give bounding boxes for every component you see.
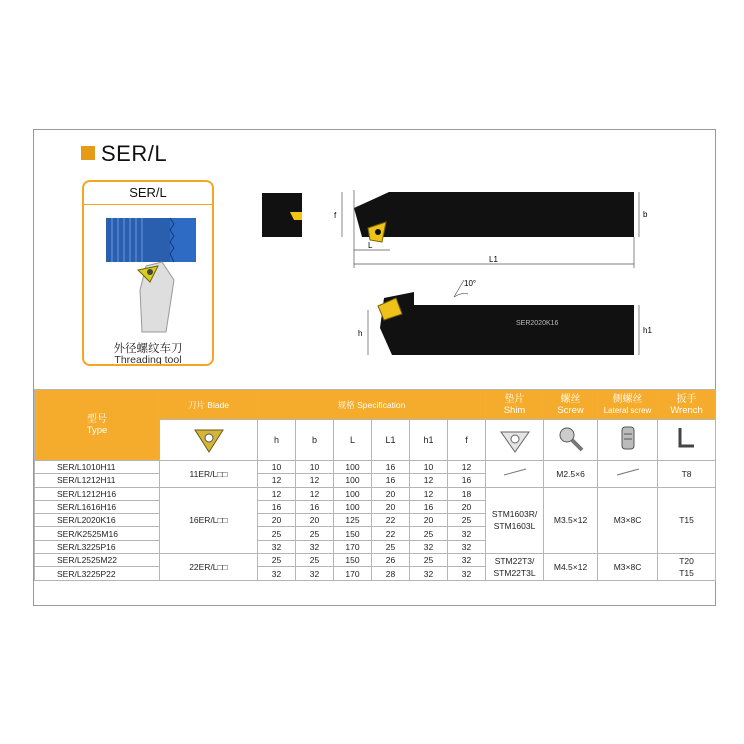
blade-image: [160, 420, 258, 461]
spec-cell-b: 10: [296, 461, 334, 474]
col-f: f: [448, 420, 486, 461]
spec-cell-f: 20: [448, 500, 486, 513]
spec-cell-h1: 12: [410, 474, 448, 487]
spec-cell-l1: 16: [372, 474, 410, 487]
spec-cell-f: 16: [448, 474, 486, 487]
catalog-panel: [33, 129, 716, 606]
spec-cell-h1: 20: [410, 514, 448, 527]
spec-cell-l: 150: [334, 554, 372, 567]
type-cell: SER/L2020K16: [35, 514, 160, 527]
spec-cell-l1: 22: [372, 527, 410, 540]
spec-header: 规格 Specification: [258, 390, 486, 420]
spec-cell-h: 32: [258, 540, 296, 553]
wrench-cell: T15: [658, 487, 716, 553]
type-cell: SER/L1010H11: [35, 461, 160, 474]
spec-cell-l1: 25: [372, 540, 410, 553]
spec-cell-h1: 32: [410, 540, 448, 553]
spec-cell-h1: 25: [410, 527, 448, 540]
spec-cell-b: 32: [296, 567, 334, 580]
wrench-image: [658, 420, 716, 461]
spec-table: [34, 389, 716, 581]
spec-cell-l1: 20: [372, 500, 410, 513]
spec-cell-b: 20: [296, 514, 334, 527]
bar-marking: SER2020K16: [516, 320, 559, 327]
spec-cell-l1: 28: [372, 567, 410, 580]
spec-cell-l: 150: [334, 527, 372, 540]
type-cell: SER/L1212H16: [35, 487, 160, 500]
col-L: L: [334, 420, 372, 461]
type-cell: SER/L1212H11: [35, 474, 160, 487]
spec-cell-h1: 10: [410, 461, 448, 474]
col-h: h: [258, 420, 296, 461]
spec-cell-h: 32: [258, 567, 296, 580]
angle-label: 10°: [464, 279, 477, 288]
orange-square-icon: [81, 146, 95, 160]
spec-cell-h: 25: [258, 554, 296, 567]
spec-cell-b: 12: [296, 487, 334, 500]
spec-cell-f: 32: [448, 527, 486, 540]
spec-cell-b: 16: [296, 500, 334, 513]
dim-b-label: b: [643, 210, 648, 219]
dim-h1-label: h1: [643, 326, 652, 335]
col-L1: L1: [372, 420, 410, 461]
spec-cell-f: 18: [448, 487, 486, 500]
dim-L-label: L: [368, 241, 373, 250]
lateral-screw-cell: M3×8C: [598, 487, 658, 553]
lateral-screw-cell: [598, 461, 658, 488]
section-title: SER/L: [81, 141, 167, 167]
screw-cell: M2.5×6: [544, 461, 598, 488]
blade-cell: 22ER/L□□: [160, 554, 258, 581]
shim-cell: [486, 461, 544, 488]
spec-cell-l1: 22: [372, 514, 410, 527]
spec-cell-h: 25: [258, 527, 296, 540]
spec-cell-h: 20: [258, 514, 296, 527]
shim-cell: STM1603R/ STM1603L: [486, 487, 544, 553]
spec-cell-f: 12: [448, 461, 486, 474]
dimension-drawing: [254, 180, 684, 380]
spec-cell-h: 12: [258, 474, 296, 487]
lateral-screw-image: [598, 420, 658, 461]
col-h1: h1: [410, 420, 448, 461]
spec-cell-h1: 32: [410, 567, 448, 580]
wrench-cell: T20 T15: [658, 554, 716, 581]
spec-cell-b: 32: [296, 540, 334, 553]
spec-cell-l: 125: [334, 514, 372, 527]
table-row: [35, 461, 716, 474]
table-row: [35, 554, 716, 567]
wrench-cell: T8: [658, 461, 716, 488]
dim-f-label: f: [334, 211, 337, 220]
screw-header: 螺丝 Screw: [544, 390, 598, 420]
blade-cell: 16ER/L□□: [160, 487, 258, 553]
spec-cell-f: 32: [448, 554, 486, 567]
type-cell: SER/K2525M16: [35, 527, 160, 540]
threading-illustration: [84, 204, 212, 340]
type-cell: SER/L2525M22: [35, 554, 160, 567]
spec-cell-l: 100: [334, 500, 372, 513]
lateral-screw-cell: M3×8C: [598, 554, 658, 581]
dim-h-label: h: [358, 329, 363, 338]
shim-header: 垫片 Shim: [486, 390, 544, 420]
card-caption: SER/L: [84, 182, 212, 205]
spec-cell-h: 12: [258, 487, 296, 500]
table-row: [35, 487, 716, 500]
tool-card: [82, 180, 214, 366]
screw-cell: M3.5×12: [544, 487, 598, 553]
shim-cell: STM22T3/ STM22T3L: [486, 554, 544, 581]
spec-cell-l: 100: [334, 487, 372, 500]
spec-cell-l1: 16: [372, 461, 410, 474]
spec-cell-f: 32: [448, 567, 486, 580]
type-cell: SER/L3225P22: [35, 567, 160, 580]
lateral-screw-header: 侧螺丝 Lateral screw: [598, 390, 658, 420]
blade-header: 刀片 Blade: [160, 390, 258, 420]
card-name-cn: 外径螺纹车刀: [113, 343, 183, 355]
card-name-en: Threading tool: [114, 354, 182, 366]
spec-cell-h1: 16: [410, 500, 448, 513]
type-cell: SER/L1616H16: [35, 500, 160, 513]
wrench-header: 扳手 Wrench: [658, 390, 716, 420]
dim-L1-label: L1: [489, 255, 498, 264]
spec-cell-l: 170: [334, 540, 372, 553]
type-cell: SER/L3225P16: [35, 540, 160, 553]
col-b: b: [296, 420, 334, 461]
type-header: 型号 Type: [35, 390, 160, 461]
spec-cell-l1: 20: [372, 487, 410, 500]
screw-image: [544, 420, 598, 461]
spec-cell-h: 10: [258, 461, 296, 474]
spec-cell-l: 170: [334, 567, 372, 580]
screw-cell: M4.5×12: [544, 554, 598, 581]
spec-cell-f: 32: [448, 540, 486, 553]
spec-cell-h1: 25: [410, 554, 448, 567]
spec-cell-l: 100: [334, 461, 372, 474]
spec-cell-b: 12: [296, 474, 334, 487]
shim-image: [486, 420, 544, 461]
spec-cell-b: 25: [296, 554, 334, 567]
blade-cell: 11ER/L□□: [160, 461, 258, 488]
spec-cell-h1: 12: [410, 487, 448, 500]
spec-cell-b: 25: [296, 527, 334, 540]
spec-cell-f: 25: [448, 514, 486, 527]
spec-cell-h: 16: [258, 500, 296, 513]
spec-cell-l: 100: [334, 474, 372, 487]
spec-cell-l1: 26: [372, 554, 410, 567]
